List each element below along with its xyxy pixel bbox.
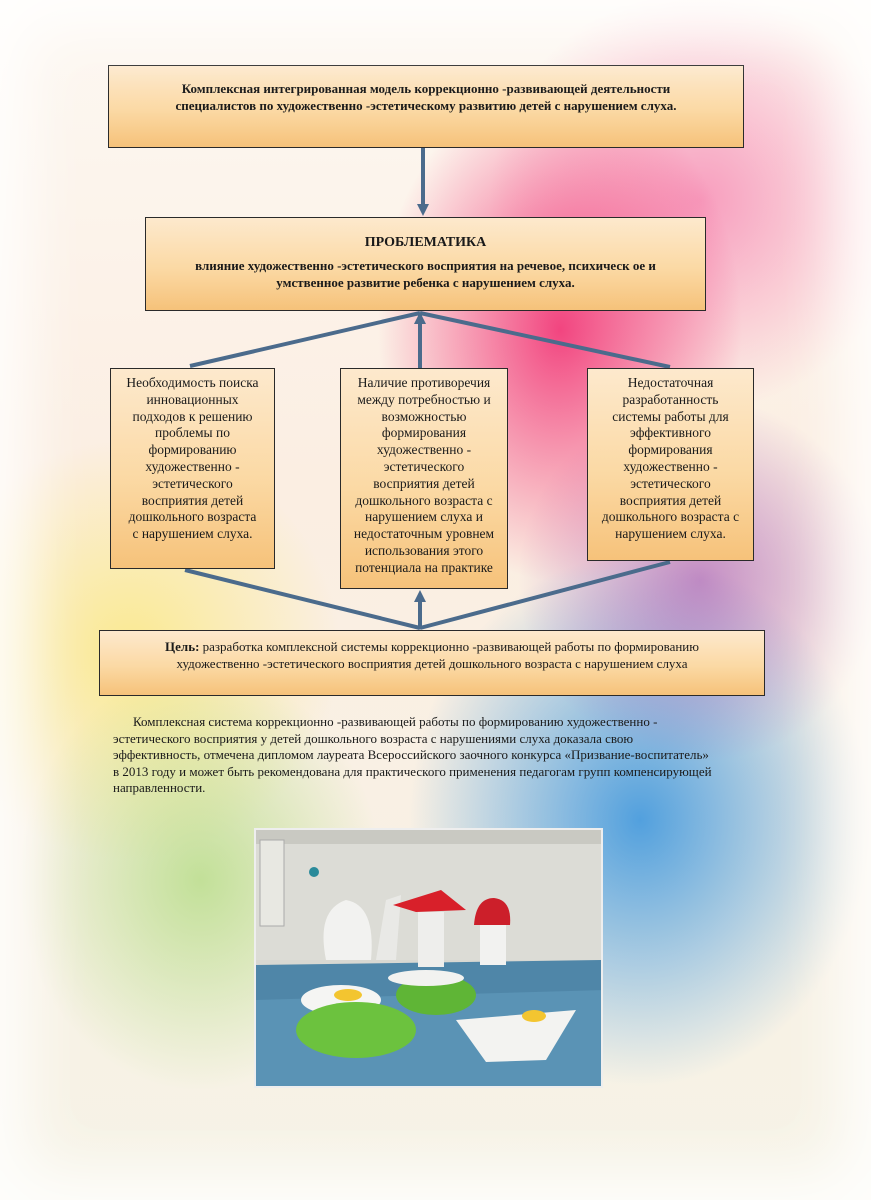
conclusion-paragraph xyxy=(113,714,773,797)
problem-card-line: Недостаточная xyxy=(627,375,714,390)
goal-box xyxy=(99,630,765,696)
problem-card-line: художественно - xyxy=(376,442,472,458)
problem-card-line: восприятия детей xyxy=(373,475,475,491)
model-line: специалистов по художественно -эстетическому развитию детей с нарушением слуха. xyxy=(175,98,677,113)
goal-text: художественно -эстетического восприятия детей дошкольного возраста с нарушением слуха xyxy=(176,656,688,671)
paragraph-line: эстетического восприятия у детей дошкольного возраста с нарушениями слуха доказала свою xyxy=(113,730,634,746)
problem-card-line: подходов к решению xyxy=(132,408,253,424)
problem-card-line: художественно - xyxy=(145,458,240,474)
problem-card-line: формирования xyxy=(381,425,467,441)
arrow-head-down xyxy=(417,204,429,216)
problem-card-line: Необходимость поиска xyxy=(126,375,259,390)
problem-card-line: Наличие противоречия xyxy=(357,375,491,390)
problem-card-1 xyxy=(110,368,275,569)
paragraph-line: в 2013 году и может быть рекомендована для практического применения педагогам групп компенсирующей xyxy=(113,763,712,779)
problem-line: умственное развитие ребенка с нарушением слуха. xyxy=(276,275,575,290)
problem-card-line: недостаточным уровнем xyxy=(353,526,495,542)
model-box xyxy=(108,65,744,148)
problem-card-line: нарушением слуха и xyxy=(365,509,483,525)
problem-card-line: эффективного xyxy=(630,425,711,441)
goal-label: Цель: xyxy=(165,639,200,654)
problem-card-line: проблемы по xyxy=(155,425,230,441)
problem-card-line: между потребностью и xyxy=(357,391,491,407)
problem-card-line: с нарушением слуха. xyxy=(132,526,253,542)
problem-card-line: эстетического xyxy=(630,475,711,491)
problem-card-line: системы работы для xyxy=(612,408,729,424)
problem-card-line: потенциала на практике xyxy=(355,559,493,575)
problem-card-3 xyxy=(587,368,754,561)
problem-card-line: использования этого xyxy=(364,542,484,558)
problem-card-line: формирования xyxy=(628,442,713,458)
paragraph-line: эффективность, отмечена дипломом лауреата Всероссийского заочного конкурса «Призвание-воспитатель» xyxy=(113,747,709,763)
goal-text: разработка комплексной системы коррекционно -развивающей работы по формированию xyxy=(199,639,699,654)
problem-card-line: дошкольного возраста с xyxy=(601,509,740,525)
problem-card-line: дошкольного возраста с xyxy=(355,492,493,508)
problem-box xyxy=(145,217,706,311)
problem-card-line: художественно - xyxy=(623,458,718,474)
paragraph-line: направленности. xyxy=(113,780,206,796)
problem-card-line: формированию xyxy=(148,442,237,458)
problem-card-line: эстетического xyxy=(383,458,465,474)
problem-card-line: возможностью xyxy=(381,408,467,424)
connector-problem-right xyxy=(420,313,670,367)
arrow-head-up-goal xyxy=(414,590,426,602)
origami-photo xyxy=(254,828,603,1088)
problem-card-line: инновационных xyxy=(146,391,239,407)
problem-line: влияние художественно -эстетического восприятия на речевое, психическ ое и xyxy=(195,258,656,273)
problem-card-line: восприятия детей xyxy=(619,492,722,508)
problem-card-line: разработанность xyxy=(622,391,719,407)
problem-card-line: нарушением слуха. xyxy=(615,526,726,542)
origami-illustration xyxy=(256,830,603,1088)
problem-title: ПРОБЛЕМАТИКА xyxy=(364,235,487,250)
problem-card-line: дошкольного возраста xyxy=(128,509,257,525)
connector-problem-left xyxy=(190,313,420,366)
paragraph-line: Комплексная система коррекционно -развивающей работы по формированию художественно - xyxy=(133,714,658,729)
problem-card-2 xyxy=(340,368,508,589)
model-line: Комплексная интегрированная модель коррекционно -развивающей деятельности xyxy=(181,81,671,96)
problem-card-line: восприятия детей xyxy=(141,492,244,508)
problem-card-line: эстетического xyxy=(152,475,233,491)
